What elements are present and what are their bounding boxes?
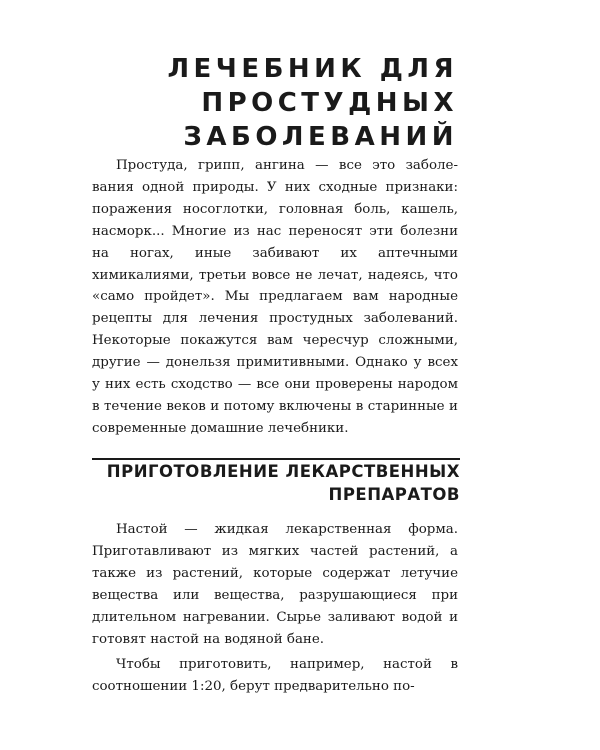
section-paragraph: Чтобы приготовить, например, настой в соотношении 1:20, берут предварительно по- bbox=[92, 657, 458, 695]
section-title-line: ПРИГОТОВЛЕНИЕ ЛЕКАРСТВЕННЫХ bbox=[106, 462, 460, 481]
chapter-title bbox=[90, 52, 458, 154]
section-title-line: ПРЕПАРАТОВ bbox=[328, 485, 460, 504]
chapter-title-line: ЗАБОЛЕВАНИЙ bbox=[183, 122, 458, 152]
section-paragraph: Настой — жидкая лекарственная форма. Приготавливают из мягких частей растений, а также из растений, которые содержат летучие вещества или вещества, разрушающиеся при длительном нагревании. Сырье заливают водой и готовят настой на водяной бане. bbox=[92, 522, 458, 647]
intro-text bbox=[92, 155, 458, 440]
intro-paragraph: Простуда, грипп, ангина — все это заболевания одной природы. У них сходные признаки: поражения носоглотки, головная боль, кашель, насморк... Многие из нас переносят эти болезни на ногах, иные забивают их аптечными химикалиями, третьи вовсе не лечат, надеясь, что «само пройдет». Мы предлагаем вам народные рецепты для лечения простудных заболеваний. Некоторые покажутся вам чересчур сложными, другие — донельзя примитивными. Однако у всех у них есть сходство — все они проверены народом в течение веков и потому включены в старинные и современные домашние лечебники. bbox=[92, 158, 458, 436]
section-title bbox=[90, 460, 460, 506]
section-text bbox=[92, 519, 458, 698]
chapter-title-line: ЛЕЧЕБНИК ДЛЯ bbox=[167, 54, 458, 84]
chapter-title-line: ПРОСТУДНЫХ bbox=[201, 88, 458, 118]
